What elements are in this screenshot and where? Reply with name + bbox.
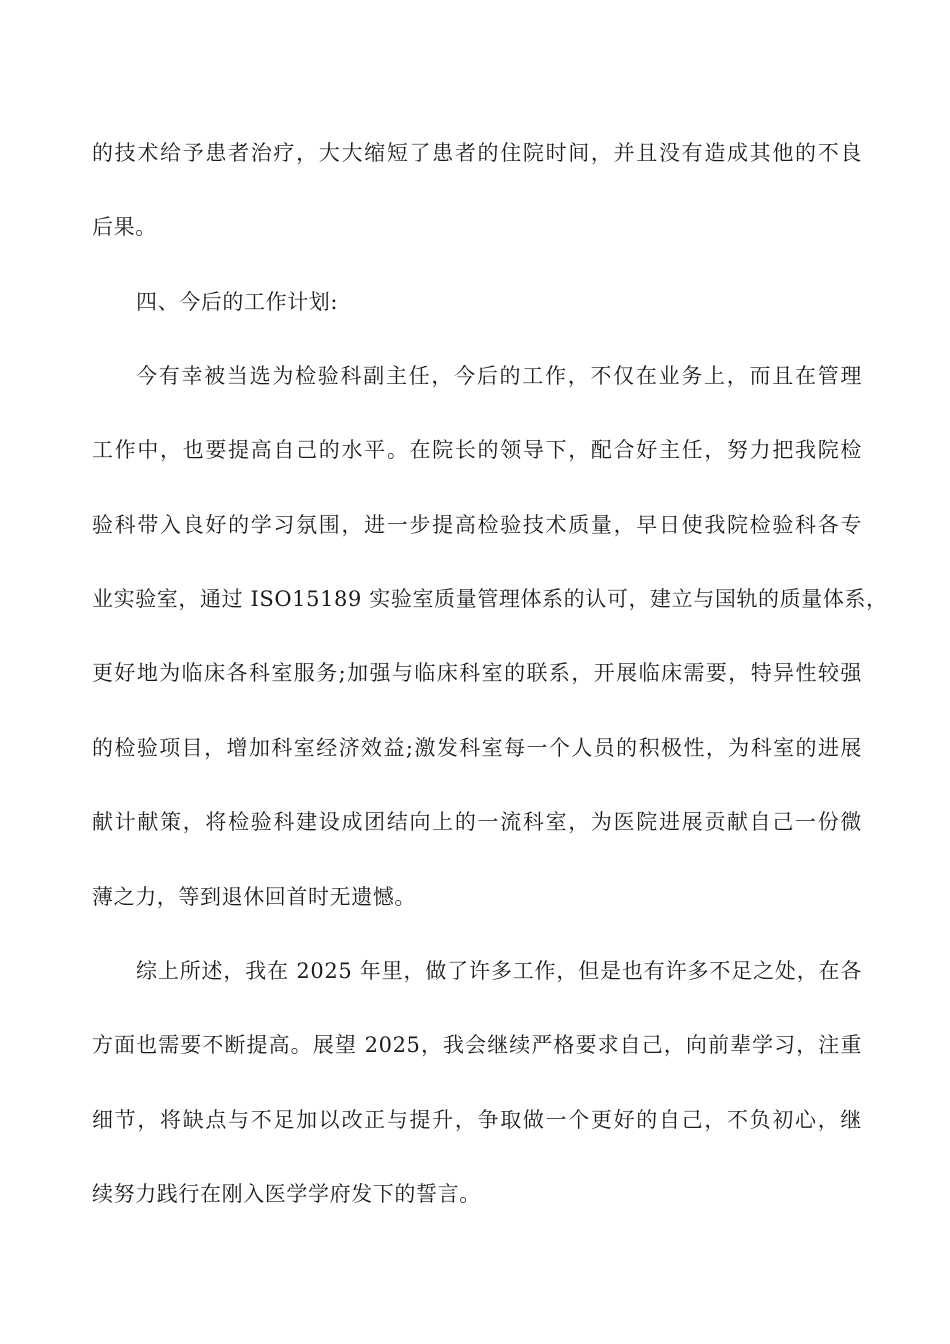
text-line: 今有幸被当选为检验科副主任，今后的工作，不仅在业务上，而且在管理 [136,364,862,388]
text-line: 献计献策，将检验科建设成团结向上的一流科室，为医院进展贡献自己一份微 [92,810,862,834]
text-line: 薄之力，等到退休回首时无遗憾。 [92,885,416,909]
text-line: 更好地为临床各科室服务;加强与临床科室的联系，开展临床需要，特异性较强 [92,661,862,685]
text-line: 综上所述，我在 2025 年里，做了许多工作，但是也有许多不足之处，在各 [136,959,862,983]
text-line: 的技术给予患者治疗，大大缩短了患者的住院时间，并且没有造成其他的不良 [92,141,862,165]
text-line: 后果。 [92,215,157,239]
section-heading: 四、今后的工作计划: [136,290,339,314]
text-line: 续努力践行在刚入医学学府发下的誓言。 [92,1182,481,1206]
text-line: 工作中，也要提高自己的水平。在院长的领导下，配合好主任，努力把我院检 [92,438,862,462]
text-line: 方面也需要不断提高。展望 2025，我会继续严格要求自己，向前辈学习，注重 [92,1033,862,1057]
text-line: 的检验项目，增加科室经济效益;激发科室每一个人员的积极性，为科室的进展 [92,736,862,760]
text-line: 业实验室，通过 ISO15189 实验室质量管理体系的认可，建立与国轨的质量体系， [92,587,888,611]
text-line: 验科带入良好的学习氛围，进一步提高检验技术质量，早日使我院检验科各专 [92,513,862,537]
text-line: 细节，将缺点与不足加以改正与提升，争取做一个更好的自己，不负初心，继 [92,1108,862,1132]
